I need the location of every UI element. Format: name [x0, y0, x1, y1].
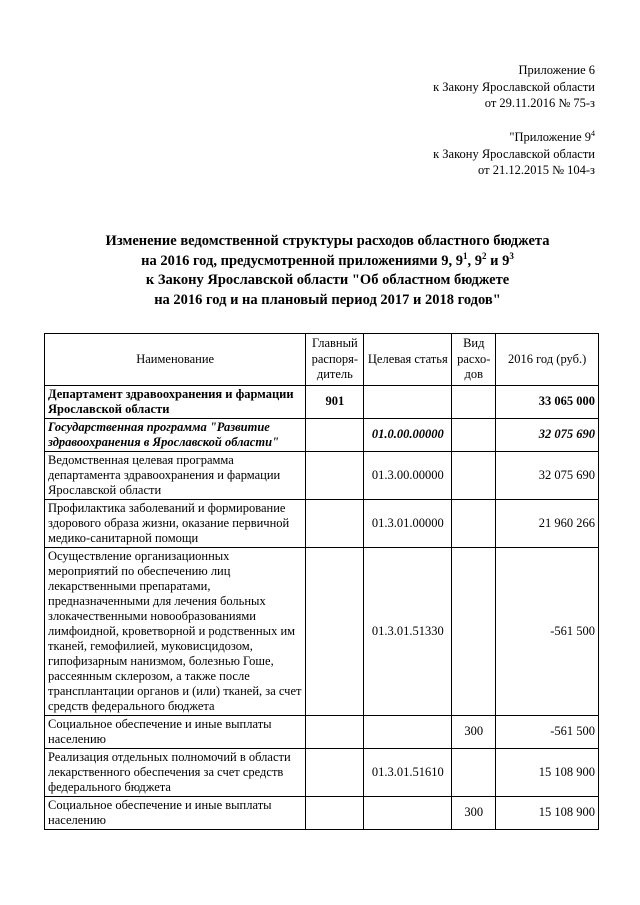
header-target: Целевая статья	[364, 334, 452, 386]
table-row: Профилактика заболеваний и формирование здорового образа жизни, оказание первичной медико-санитарной помощи 01.3.01.00000 21 960 266	[45, 499, 599, 547]
header-amount: 2016 год (руб.)	[496, 334, 599, 386]
header-type: Вид расхо- дов	[452, 334, 496, 386]
table-row: Департамент здравоохранения и фармации Ярославской области 901 33 065 000	[45, 385, 599, 418]
appendix-header	[433, 62, 595, 112]
appendix-number: Приложение 6	[518, 63, 595, 77]
expenditure-table	[44, 333, 599, 830]
appendix-date: от 29.11.2016 № 75-з	[484, 96, 595, 110]
table-row: Государственная программа "Развитие здравоохранения в Ярославской области" 01.0.00.00000 32 075 690	[45, 418, 599, 451]
table-row: Реализация отдельных полномочий в области лекарственного обеспечения за счет средств федерального бюджета 01.3.01.51610 15 108 900	[45, 748, 599, 796]
table-header-row	[45, 334, 599, 386]
appendix-law: к Закону Ярославской области	[433, 79, 595, 94]
table-row: Социальное обеспечение и иные выплаты населению 300 15 108 900	[45, 796, 599, 829]
header-name: Наименование	[45, 334, 306, 386]
header-admin: Главный распоря- дитель	[306, 334, 364, 386]
table-row: Осуществление организационных мероприятий по обеспечению лиц лекарственными препаратами, предназначенными для лечения больных злокачественными новообразованиями лимфоидной, кроветворной и родственных им тканей, гемофилией, муковисцидозом, гипофизарным нанизмом, болезнью Гоше, рассеянным склерозом, а также после трансплантации органов и (или) тканей, за счет средств федерального бюджета 01.3.01.51330 -561 500	[45, 547, 599, 715]
document-title: Изменение ведомственной структуры расходов областного бюджета на 2016 год, предусмотренной приложениями 9, $9^1$, $9^2$ и $9^3$ к Закону Ярославской области "Об областном бюджете на 2016 год и на плановый период 2017 и 2018 годов"	[105, 233, 550, 308]
original-appendix-number: "Приложение $9^4$	[509, 128, 595, 144]
table-row: Социальное обеспечение и иные выплаты населению 300 -561 500	[45, 715, 599, 748]
original-appendix-date: от 21.12.2015 № 104-з	[478, 163, 595, 177]
original-appendix-law: к Закону Ярославской области	[433, 146, 595, 161]
original-appendix-header	[433, 129, 595, 179]
table-row: Ведомственная целевая программа департамента здравоохранения и фармации Ярославской области 01.3.00.00000 32 075 690	[45, 451, 599, 499]
